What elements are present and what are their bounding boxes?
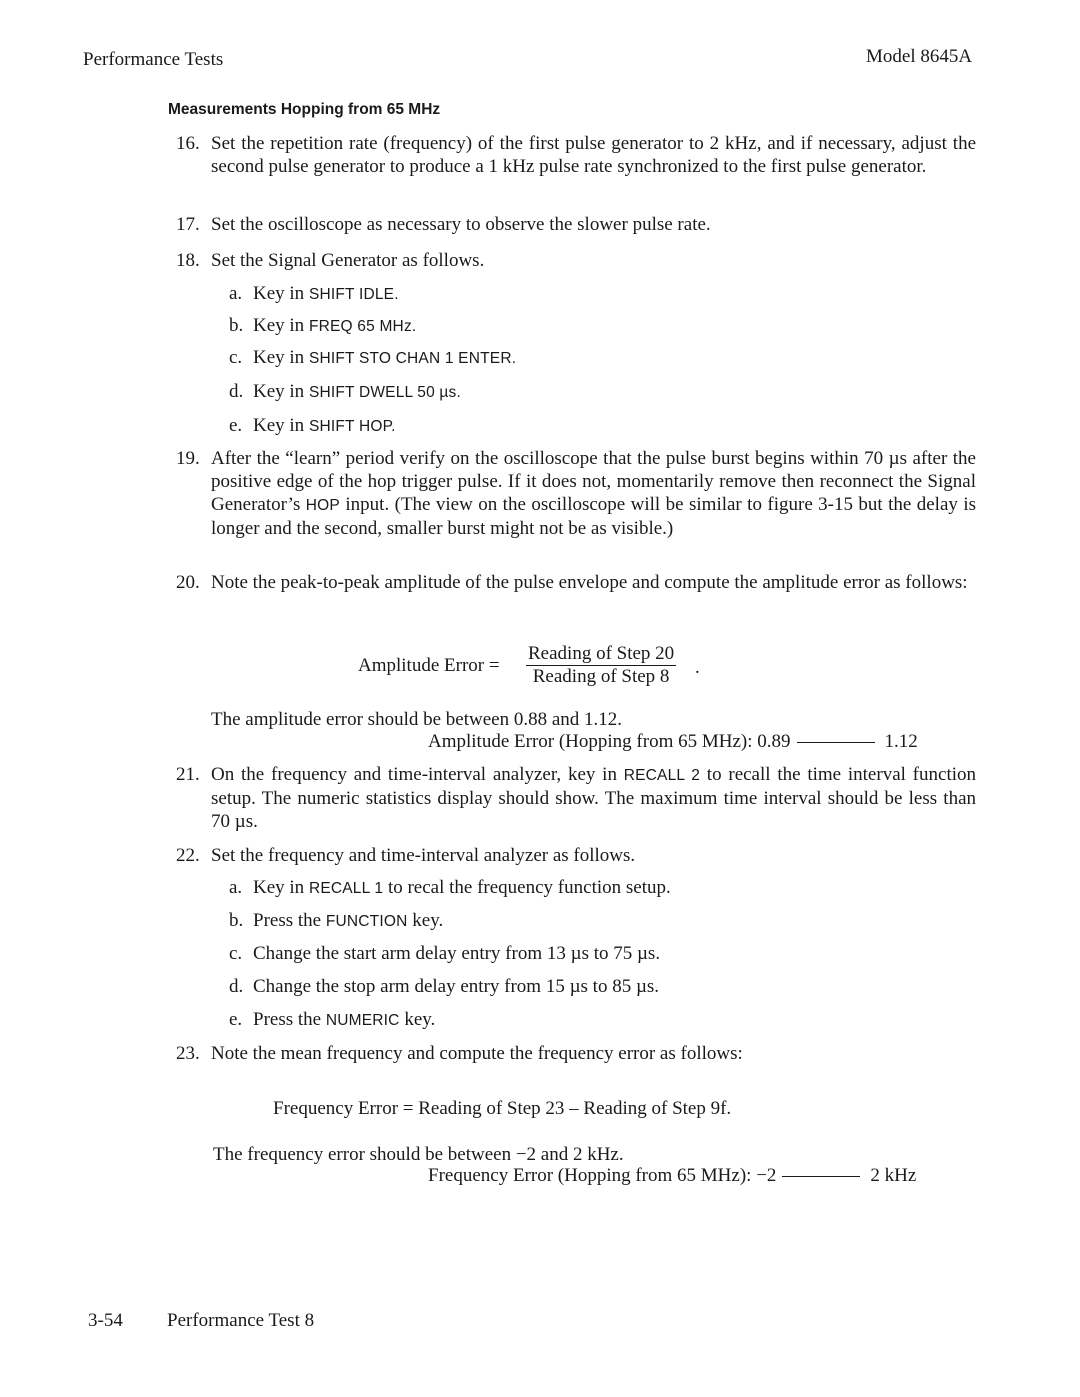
amplitude-record-line [428, 731, 918, 753]
step-21 [176, 763, 976, 833]
section-title: Measurements Hopping from 65 MHz [168, 101, 441, 118]
substep-text: Key in [253, 415, 309, 436]
record-max: 2 kHz [870, 1165, 917, 1186]
step-text: Note the mean frequency and compute the frequency error as follows: [211, 1043, 743, 1064]
step-18c [229, 347, 516, 369]
step-number: 20. [176, 572, 200, 593]
key-sequence: SHIFT IDLE. [308, 286, 399, 303]
substep-text: Change the start arm delay entry from 13 µs to 75 µs. [253, 943, 661, 964]
substep-text: key. [407, 910, 444, 931]
substep-letter: b. [229, 315, 244, 336]
step-number: 17. [176, 214, 200, 235]
entry-blank[interactable] [797, 742, 875, 743]
substep-text: Key in [253, 877, 309, 898]
step-18e [229, 415, 396, 437]
step-16 [176, 132, 976, 178]
record-max: 1.12 [884, 731, 918, 752]
step-number: 19. [176, 448, 200, 469]
key-sequence: FREQ 65 MHz. [308, 318, 417, 335]
substep-text: Key in [253, 347, 309, 368]
header-left: Performance Tests [83, 49, 224, 70]
substep-letter: b. [229, 910, 244, 931]
text-run: input. (The view on the oscilloscope will be similar to figure 3-15 but the delay is longer and the second, smaller burst might not be as visible.) [211, 494, 976, 539]
substep-text: Key in [253, 381, 309, 402]
key-name: HOP [305, 497, 340, 514]
substep-letter: a. [229, 283, 243, 304]
substep-letter: c. [229, 943, 243, 964]
step-23 [176, 1042, 976, 1065]
substep-text: Change the stop arm delay entry from 15 µs to 85 µs. [253, 976, 660, 997]
substep-letter: c. [229, 347, 243, 368]
substep-text: to recal the frequency function setup. [383, 877, 671, 898]
record-label: Amplitude Error (Hopping from 65 MHz): 0.89 [428, 731, 791, 752]
substep-letter: d. [229, 381, 244, 402]
frequency-formula: Frequency Error = Reading of Step 23 – Reading of Step 9f. [273, 1098, 732, 1119]
header-right: Model 8645A [866, 46, 973, 67]
page-number: 3-54 [88, 1310, 123, 1331]
key-name: FUNCTION [325, 913, 408, 930]
step-18a [229, 283, 399, 305]
formula-fraction [526, 643, 676, 688]
substep-text: key. [399, 1009, 436, 1030]
step-22b [229, 910, 443, 932]
step-text: Set the frequency and time-interval analyzer as follows. [211, 845, 636, 866]
substep-text: Key in [253, 283, 309, 304]
substep-letter: d. [229, 976, 244, 997]
step-22d [229, 976, 659, 998]
key-name: RECALL 2 [623, 767, 701, 784]
step-20 [176, 571, 976, 594]
denominator: Reading of Step 8 [532, 666, 670, 687]
step-17 [176, 213, 976, 236]
amplitude-note: The amplitude error should be between 0.88 and 1.12. [211, 709, 623, 730]
substep-text: Press the [253, 910, 326, 931]
entry-blank[interactable] [782, 1176, 860, 1177]
key-sequence: SHIFT DWELL 50 µs. [308, 384, 462, 401]
footer-title: Performance Test 8 [167, 1310, 315, 1331]
step-text [211, 763, 976, 833]
key-name: RECALL 1 [308, 880, 384, 897]
step-19 [176, 447, 976, 540]
text-run: to recall the time interval function setup. The numeric statistics display should show. The maximum time interval should be less than 70 µs. [211, 764, 976, 832]
frequency-record-line [428, 1165, 916, 1187]
step-text [211, 447, 976, 540]
substep-text: Press the [253, 1009, 326, 1030]
step-text: Note the peak-to-peak amplitude of the pulse envelope and compute the amplitude error as follows: [211, 572, 968, 593]
step-number: 16. [176, 133, 200, 154]
text-run: On the frequency and time-interval analyzer, key in [211, 764, 624, 785]
step-number: 22. [176, 845, 200, 866]
step-number: 18. [176, 250, 200, 271]
step-number: 23. [176, 1043, 200, 1064]
formula-label: Amplitude Error = [358, 655, 500, 676]
step-22c [229, 943, 660, 965]
step-number: 21. [176, 764, 200, 785]
substep-text: Key in [253, 315, 309, 336]
key-name: NUMERIC [325, 1012, 400, 1029]
substep-letter: e. [229, 1009, 243, 1030]
key-sequence: SHIFT STO CHAN 1 ENTER. [308, 350, 517, 367]
step-18b [229, 315, 416, 337]
step-18 [176, 249, 976, 272]
substep-letter: e. [229, 415, 243, 436]
text-run: After the “learn” period verify on the oscilloscope that the pulse burst begins within 70 µs after the positive edge of the hop trigger pulse. If it does not, momentarily remove then reconnect the Signal Generator’s [211, 448, 976, 515]
step-text: Set the Signal Generator as follows. [211, 250, 485, 271]
record-label: Frequency Error (Hopping from 65 MHz): −2 [428, 1165, 777, 1186]
key-sequence: SHIFT HOP. [308, 418, 396, 435]
step-22a [229, 877, 671, 899]
step-text: Set the oscilloscope as necessary to observe the slower pulse rate. [211, 214, 711, 235]
formula-period: . [695, 657, 700, 678]
frequency-note: The frequency error should be between −2 and 2 kHz. [213, 1144, 624, 1165]
step-text: Set the repetition rate (frequency) of the first pulse generator to 2 kHz, and if necessary, adjust the second pulse generator to produce a 1 kHz pulse rate synchronized to the first pulse generator. [211, 133, 976, 177]
substep-letter: a. [229, 877, 243, 898]
numerator: Reading of Step 20 [528, 643, 675, 664]
step-18d [229, 381, 461, 403]
step-22e [229, 1009, 435, 1031]
step-22 [176, 844, 976, 867]
